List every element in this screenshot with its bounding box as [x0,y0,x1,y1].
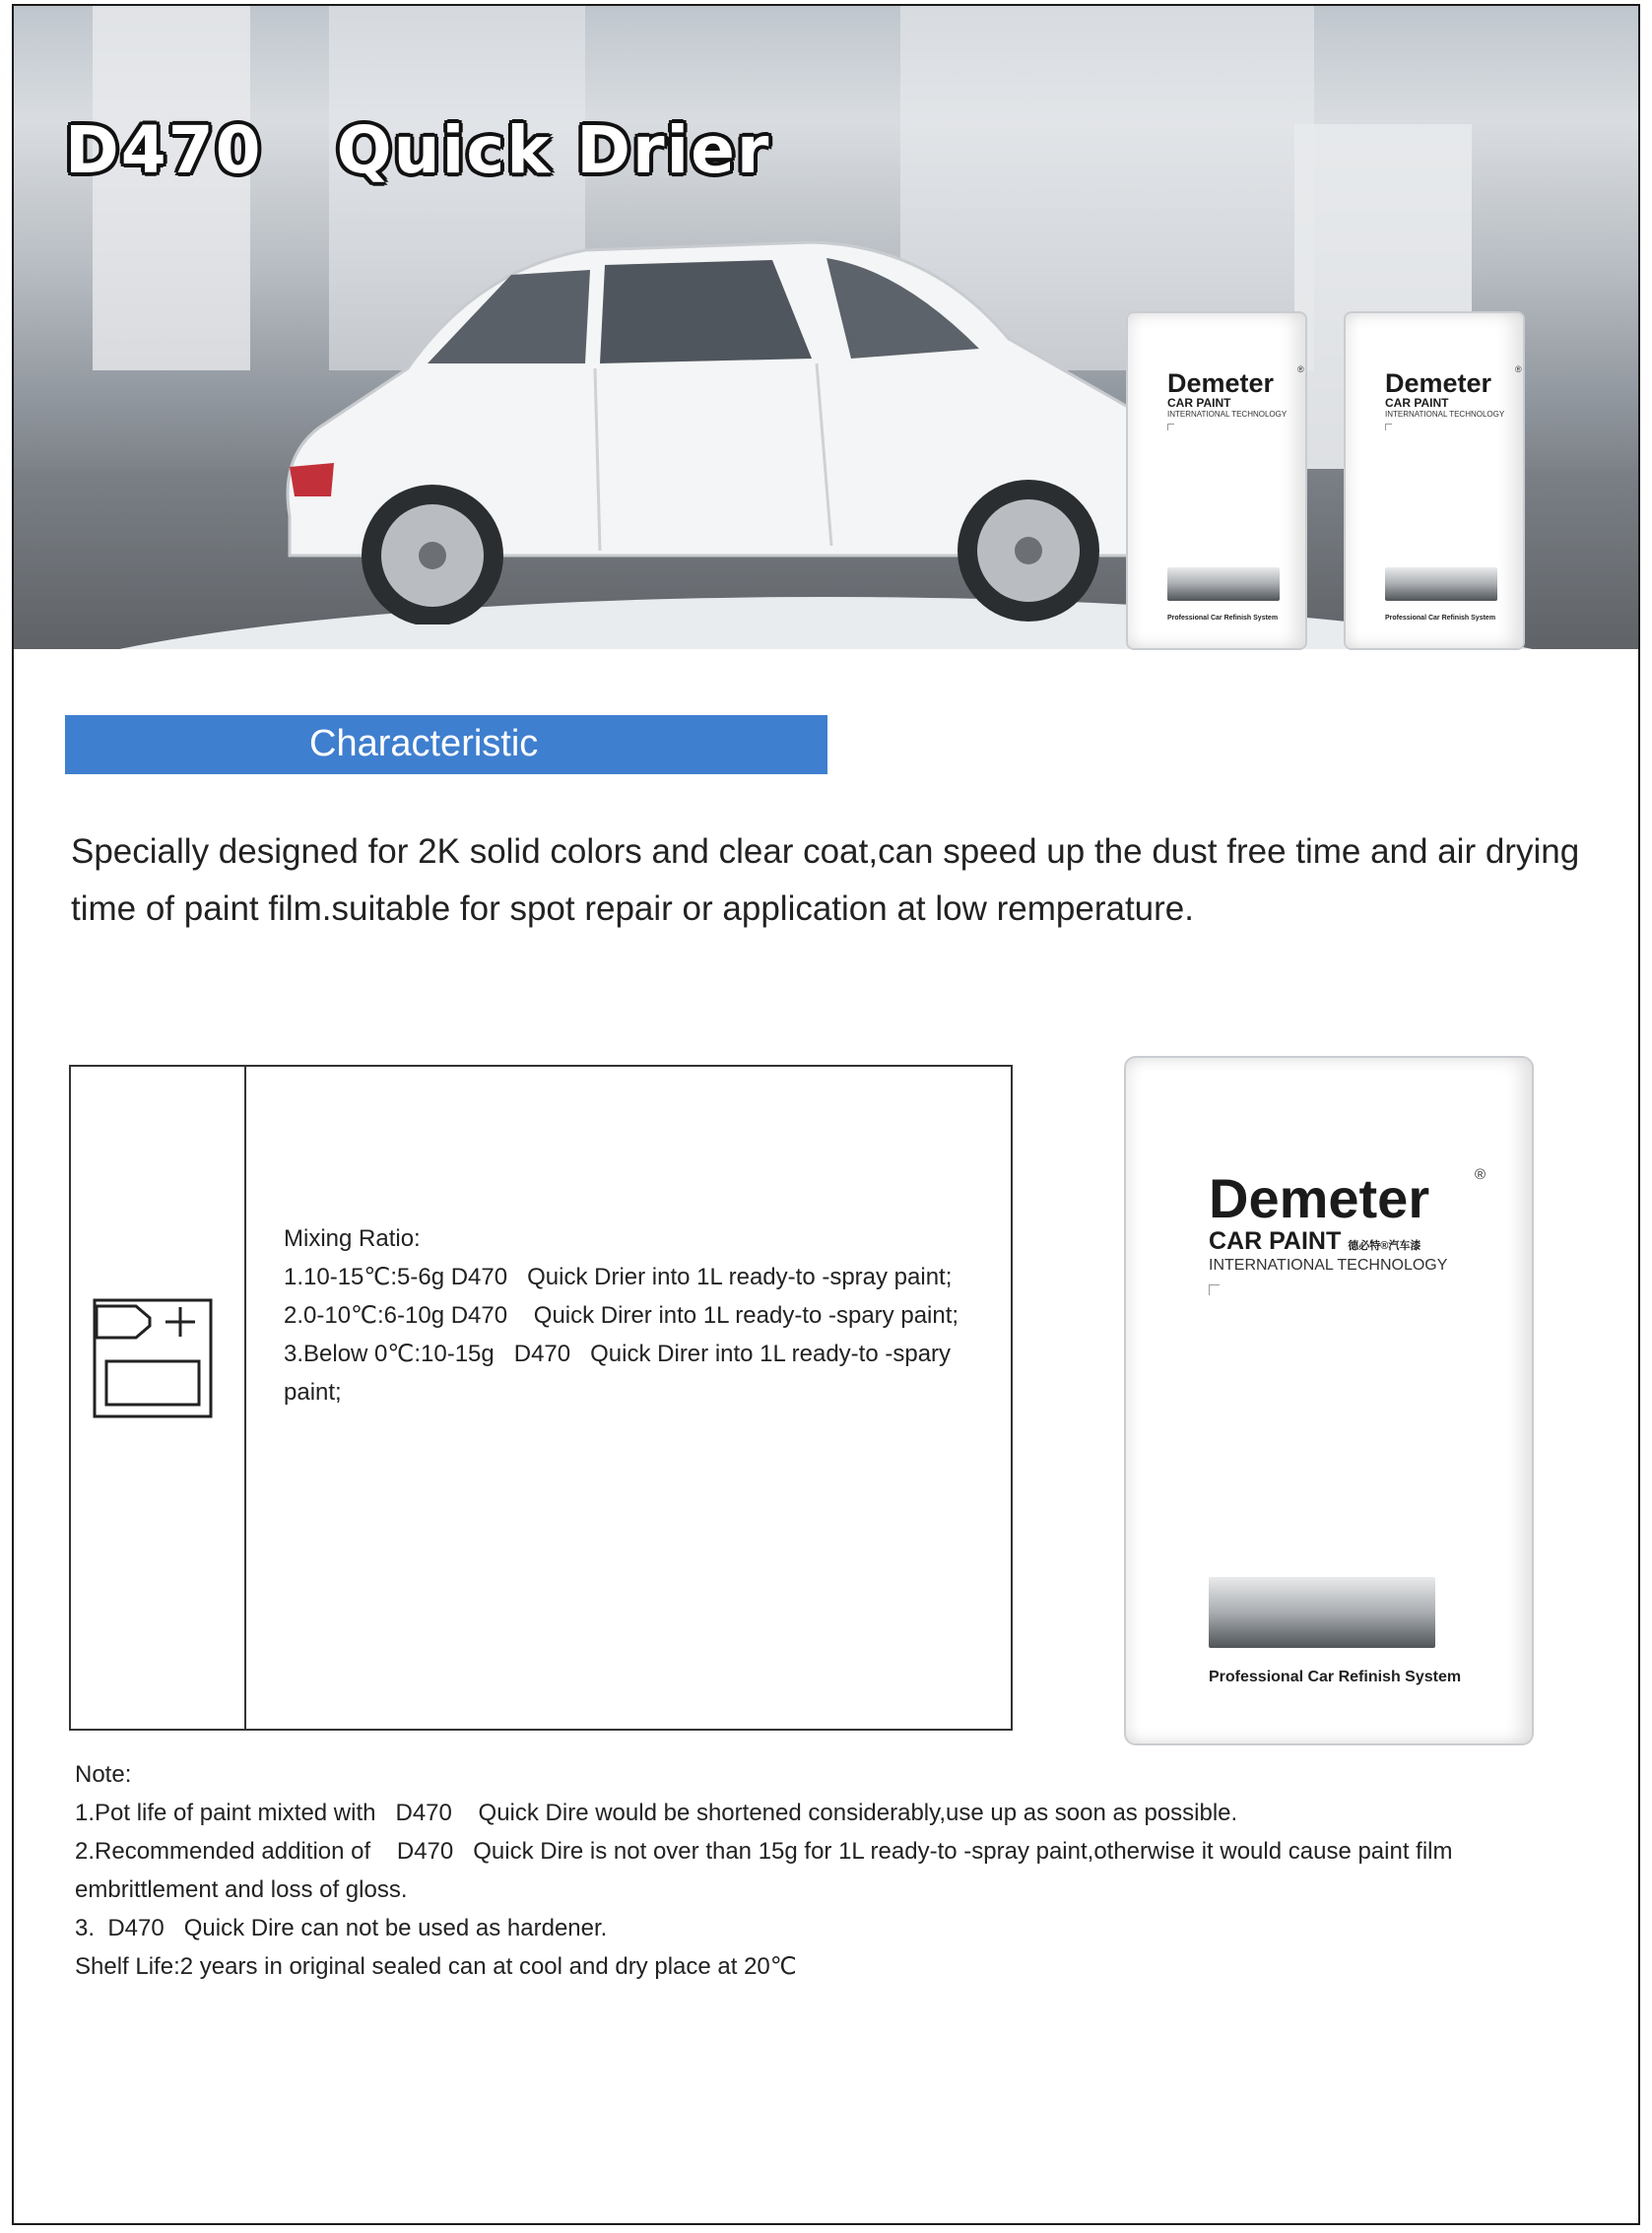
note-line: 3. D470 Quick Dire can not be used as hardener. [75,1915,608,1941]
can-subtitle-cn: 德必特®汽车漆 [1348,1240,1421,1252]
can-tagline: Professional Car Refinish System [1209,1669,1462,1685]
registered-mark: ® [1297,364,1304,374]
can-brand: Demeter [1385,368,1492,398]
mixing-ratio-heading: Mixing Ratio: [284,1225,421,1252]
can-tech-line: INTERNATIONAL TECHNOLOGY [1385,410,1505,419]
characteristic-heading: Characteristic [309,723,539,764]
mixing-ratio-text [284,1219,993,1412]
can-tech-line: INTERNATIONAL TECHNOLOGY [1167,410,1288,419]
can-subtitle: CAR PAINT [1167,396,1231,410]
note-line: 1.Pot life of paint mixted with D470 Quick Dire would be shortened considerably,use up as soon as possible. [75,1800,1238,1826]
background-building [93,6,250,370]
notes-heading: Note: [75,1761,132,1788]
can-brand: Demeter [1209,1167,1430,1229]
car-thumbnail-image [1167,567,1280,601]
registered-mark: ® [1515,364,1522,374]
table-divider [244,1067,246,1729]
mixing-ratio-line: 3.Below 0℃:10-15g D470 Quick Direr into 1L ready-to -spary paint; [284,1341,958,1406]
mixing-container-plus-icon [93,1298,213,1418]
mixing-ratio-line: 2.0-10℃:6-10g D470 Quick Direr into 1L ready-to -spary paint; [284,1302,959,1329]
can-tagline: Professional Car Refinish System [1167,615,1279,622]
car-thumbnail-image [1209,1577,1435,1648]
corner-mark [1385,424,1392,430]
paint-can-large [1124,1056,1534,1745]
mixing-ratio-table [69,1065,1013,1731]
notes-section [75,1755,1572,1986]
corner-mark [1209,1284,1220,1295]
registered-mark: ® [1475,1166,1487,1183]
paint-can-small [1344,311,1525,650]
shelf-life-line: Shelf Life:2 years in original sealed can at cool and dry place at 20℃ [75,1953,797,1980]
can-brand: Demeter [1167,368,1275,398]
car-thumbnail-image [1385,567,1497,601]
note-line: 2.Recommended addition of D470 Quick Dire is not over than 15g for 1L ready-to -spray paint,otherwise it would cause paint film embrittlement and loss of gloss. [75,1838,1460,1903]
can-tech-line: INTERNATIONAL TECHNOLOGY [1209,1257,1448,1274]
mixing-ratio-line: 1.10-15℃:5-6g D470 Quick Drier into 1L ready-to -spray paint; [284,1264,953,1290]
characteristic-description: Specially designed for 2K solid colors and clear coat,can speed up the dust free time and air drying time of paint film.suitable for spot repair or application at low remperature. [71,832,1580,928]
can-subtitle: CAR PAINT [1385,396,1449,410]
can-subtitle-en: CAR PAINT [1209,1227,1342,1255]
can-subtitle [1209,1227,1421,1256]
white-car-image [260,230,1225,624]
can-tagline: Professional Car Refinish System [1385,615,1496,622]
paint-can-small [1126,311,1307,650]
product-title: D470 Quick Drier [65,112,771,188]
characteristic-header [65,715,827,774]
corner-mark [1167,424,1174,430]
